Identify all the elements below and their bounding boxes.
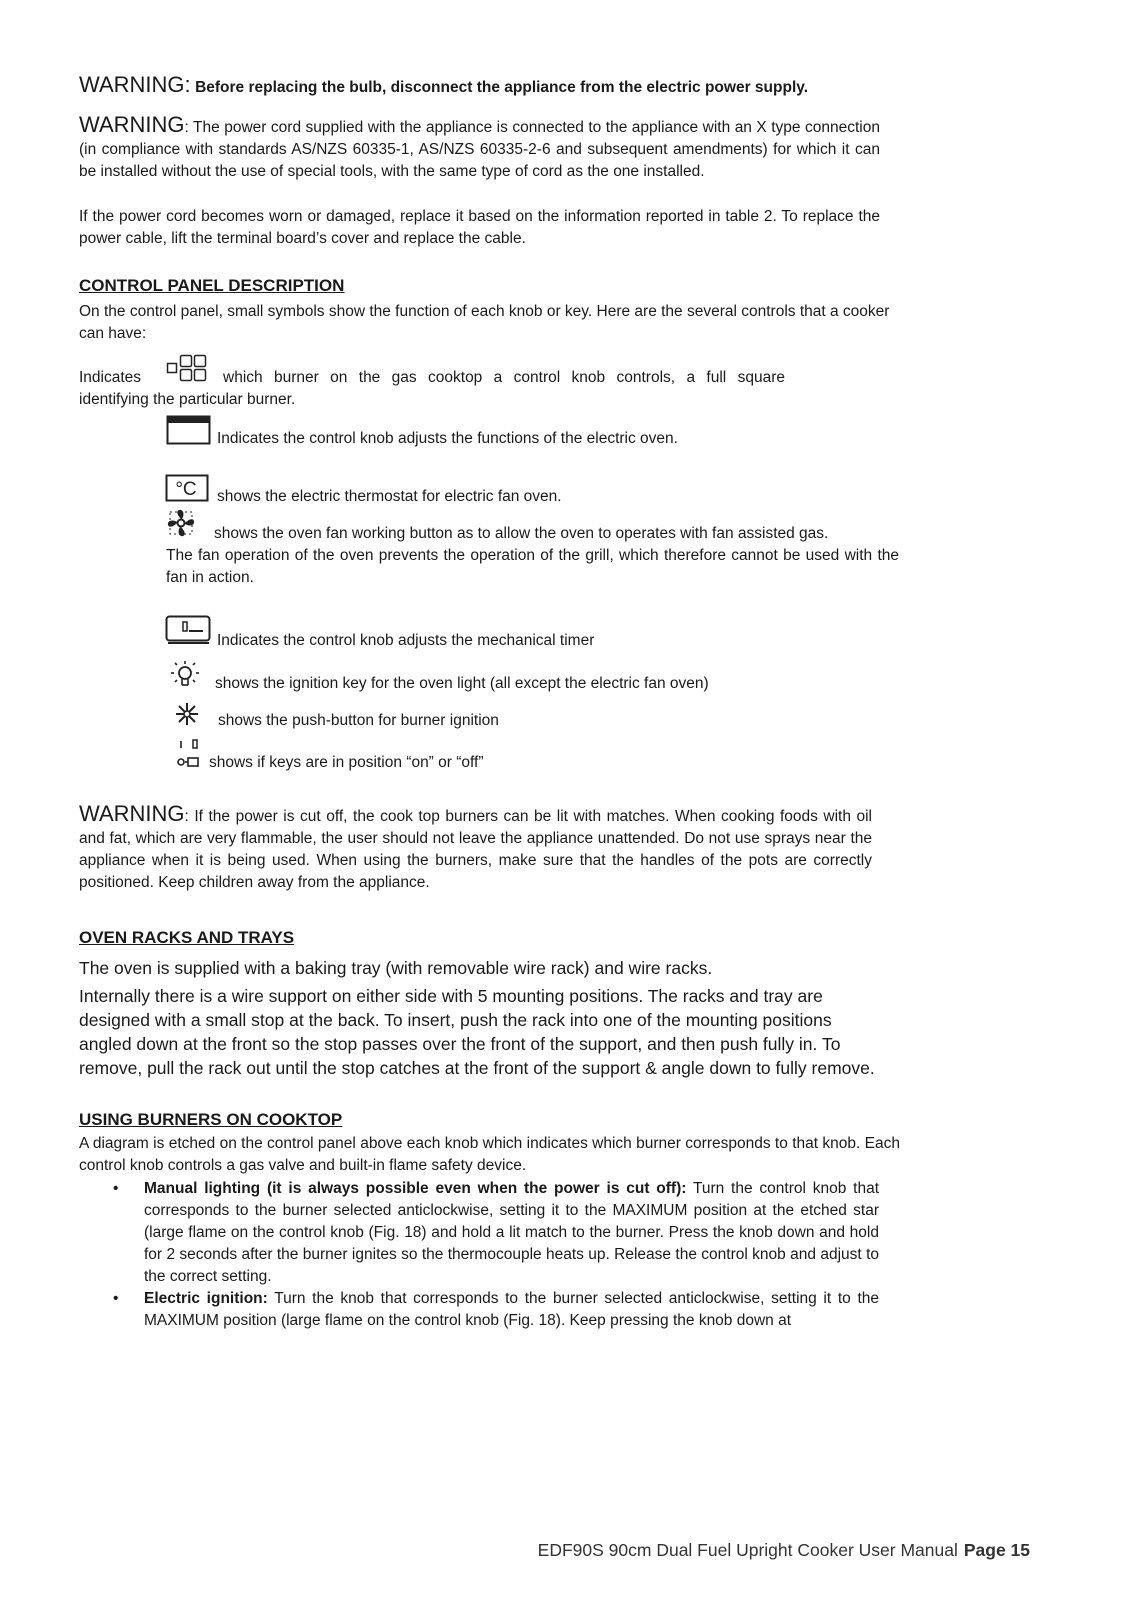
warning-label: WARNING: (79, 72, 191, 97)
bullet-icon: • (113, 1290, 119, 1307)
warning-bulb (79, 72, 909, 98)
section-heading-oven-racks: OVEN RACKS AND TRAYS (79, 928, 295, 947)
spark-icon (175, 702, 199, 726)
fan-text-continued: The fan operation of the oven prevents the operation of the grill, which therefore cannot be used with the fan in action. (166, 547, 899, 586)
list-item-text: Turn the control knob that corresponds to the burner selected anticlockwise, setting it to the MAXIMUM position at the etched star (large flame on the control knob (Fig. 18) and hold a lit match to the burner. Press the knob down and hold for 2 seconds after the burner ignites so the thermocouple heats up. Release the control knob and adjust to the correct setting. (144, 1180, 880, 1285)
control-panel-intro: On the control panel, small symbols show the function of each knob or key. Here are the several controls that a cooker can have: (79, 303, 890, 342)
fan-text: shows the oven fan working button as to allow the oven to operates with fan assisted gas. (214, 525, 829, 542)
warning-text: Before replacing the bulb, disconnect the appliance from the electric power supply. (195, 79, 809, 96)
fan-icon (166, 508, 196, 538)
light-bulb-text: shows the ignition key for the oven light (all except the electric fan oven) (215, 675, 709, 692)
burners-list (79, 1178, 879, 1332)
power-cord-replacement-paragraph: If the power cord becomes worn or damaged, replace it based on the information reported in table 2. To replace the power cable, lift the terminal board’s cover and replace the cable. (79, 208, 880, 247)
burner-grid-icon (166, 354, 208, 382)
on-off-text: shows if keys are in position “on” or “off” (209, 754, 484, 771)
warning-colon: : (184, 808, 189, 825)
warning-text: If the power is cut off, the cook top burners can be lit with matches. When cooking foods with oil and fat, which are very flammable, the user should not leave the appliance unattended. Do not use sprays near the appliance when it is being used. When using the burners, make sure that the handles of the pots are correctly positioned. Keep children away from the appliance. (79, 808, 872, 891)
timer-text: Indicates the control knob adjusts the mechanical timer (217, 632, 595, 649)
warning-power-cord (79, 114, 880, 183)
warning-label: WARNING (79, 801, 185, 826)
oven-racks-paragraph-2: Internally there is a wire support on either side with 5 mounting positions. The racks and tray are designed with a small stop at the back. To insert, push the rack into one of the mounting positions angled down at the front so the stop passes over the front of the support, and then push fully in. To remove, pull the rack out until the stop catches at the front of the support & angle down to fully remove. (79, 986, 875, 1078)
section-heading-using-burners: USING BURNERS ON COOKTOP (79, 1110, 343, 1129)
burner-indicator-prefix: Indicates (79, 369, 142, 386)
bullet-icon: • (113, 1180, 119, 1197)
footer-title: EDF90S 90cm Dual Fuel Upright Cooker User Manual (537, 1540, 958, 1560)
page-number: Page 15 (963, 1540, 1030, 1560)
spark-text: shows the push-button for burner ignition (218, 712, 499, 729)
thermostat-celsius-icon (165, 474, 209, 502)
section-heading-control-panel: CONTROL PANEL DESCRIPTION (79, 276, 345, 295)
page-footer (538, 1540, 1030, 1561)
list-item-label: Electric ignition: (144, 1290, 268, 1307)
light-bulb-icon (170, 660, 200, 690)
list-item (79, 1288, 879, 1332)
thermostat-text: shows the electric thermostat for electric fan oven. (217, 488, 562, 505)
svg-text:°C: °C (175, 479, 197, 500)
timer-icon (165, 615, 211, 645)
oven-function-icon (166, 415, 211, 445)
burner-indicator-text: which burner on the gas cooktop a control knob controls, a full square (223, 369, 785, 386)
warning-text: The power cord supplied with the appliance is connected to the appliance with an X type connection (in compliance with standards AS/NZS 60335-1, AS/NZS 60335-2-6 and subsequent amendments) for which it can be installed without the use of special tools, with the same type of cord as the one installed. (79, 119, 880, 180)
list-item (79, 1178, 879, 1288)
warning-label: WARNING (79, 112, 185, 137)
burner-indicator-line2: identifying the particular burner. (79, 391, 296, 408)
list-item-label: Manual lighting (it is always possible even when the power is cut off): (144, 1180, 687, 1197)
warning-colon: : (184, 119, 189, 136)
oven-function-text: Indicates the control knob adjusts the functions of the electric oven. (217, 430, 678, 447)
oven-racks-paragraph-1: The oven is supplied with a baking tray (with removable wire rack) and wire racks. (79, 958, 713, 978)
on-off-icon (177, 738, 201, 768)
list-item-text: Turn the knob that corresponds to the burner selected anticlockwise, setting it to the MAXIMUM position (large flame on the control knob (Fig. 18). Keep pressing the knob down at (144, 1290, 879, 1329)
warning-power-cut (79, 803, 872, 894)
burners-intro: A diagram is etched on the control panel above each knob which indicates which burner corresponds to that knob. Each control knob controls a gas valve and built-in flame safety device. (79, 1135, 900, 1174)
